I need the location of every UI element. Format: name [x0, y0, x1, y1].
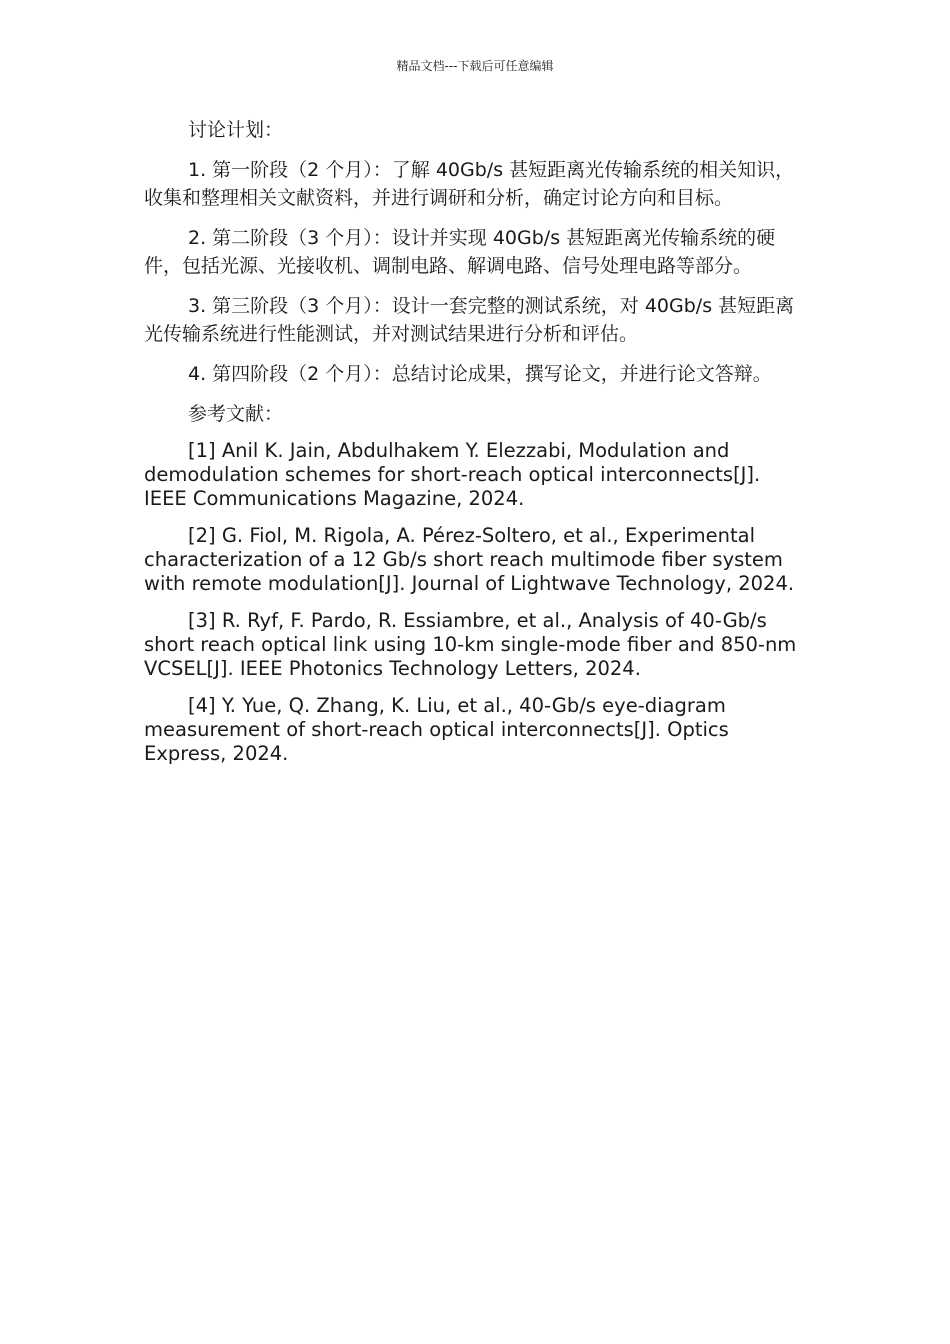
plan-item-4: 4. 第四阶段（2 个月）：总结讨论成果，撰写论文，并进行论文答辩。	[188, 363, 772, 385]
plan-heading: 讨论计划：	[188, 119, 284, 141]
plan-item-3: 3. 第三阶段（3 个月）：设计一套完整的测试系统，对 40Gb/s 甚短距离光传输系统进行性能测试，并对测试结果进行分析和评估。	[144, 295, 795, 345]
page-header: 精品文档---下载后可任意编辑	[396, 59, 554, 73]
reference-item-2: [2] G. Fiol, M. Rigola, A. Pérez-Soltero, et al., Experimental characterization of a 12 Gb/s short reach multimode fiber system with remote modulation[J]. Journal of Lightwave Technology, 2024.	[144, 524, 795, 595]
reference-item-4: [4] Y. Yue, Q. Zhang, K. Liu, et al., 40-Gb/s eye-diagram measurement of short-reach optical interconnects[J]. Optics Express, 2024.	[144, 694, 729, 765]
reference-item-1: [1] Anil K. Jain, Abdulhakem Y. Elezzabi, Modulation and demodulation schemes for short-reach optical interconnects[J]. IEEE Communications Magazine, 2024.	[144, 439, 761, 510]
document-body	[144, 116, 808, 780]
plan-item-1: 1. 第一阶段（2 个月）：了解 40Gb/s 甚短距离光传输系统的相关知识，收集和整理相关文献资料，并进行调研和分析，确定讨论方向和目标。	[144, 159, 795, 209]
references-heading: 参考文献：	[188, 403, 284, 425]
reference-item-3: [3] R. Ryf, F. Pardo, R. Essiambre, et al., Analysis of 40-Gb/s short reach optical link using 10-km single-mode fiber and 850-nm VCSEL[J]. IEEE Photonics Technology Letters, 2024.	[144, 609, 797, 680]
plan-item-2: 2. 第二阶段（3 个月）：设计并实现 40Gb/s 甚短距离光传输系统的硬件，包括光源、光接收机、调制电路、解调电路、信号处理电路等部分。	[144, 227, 776, 277]
